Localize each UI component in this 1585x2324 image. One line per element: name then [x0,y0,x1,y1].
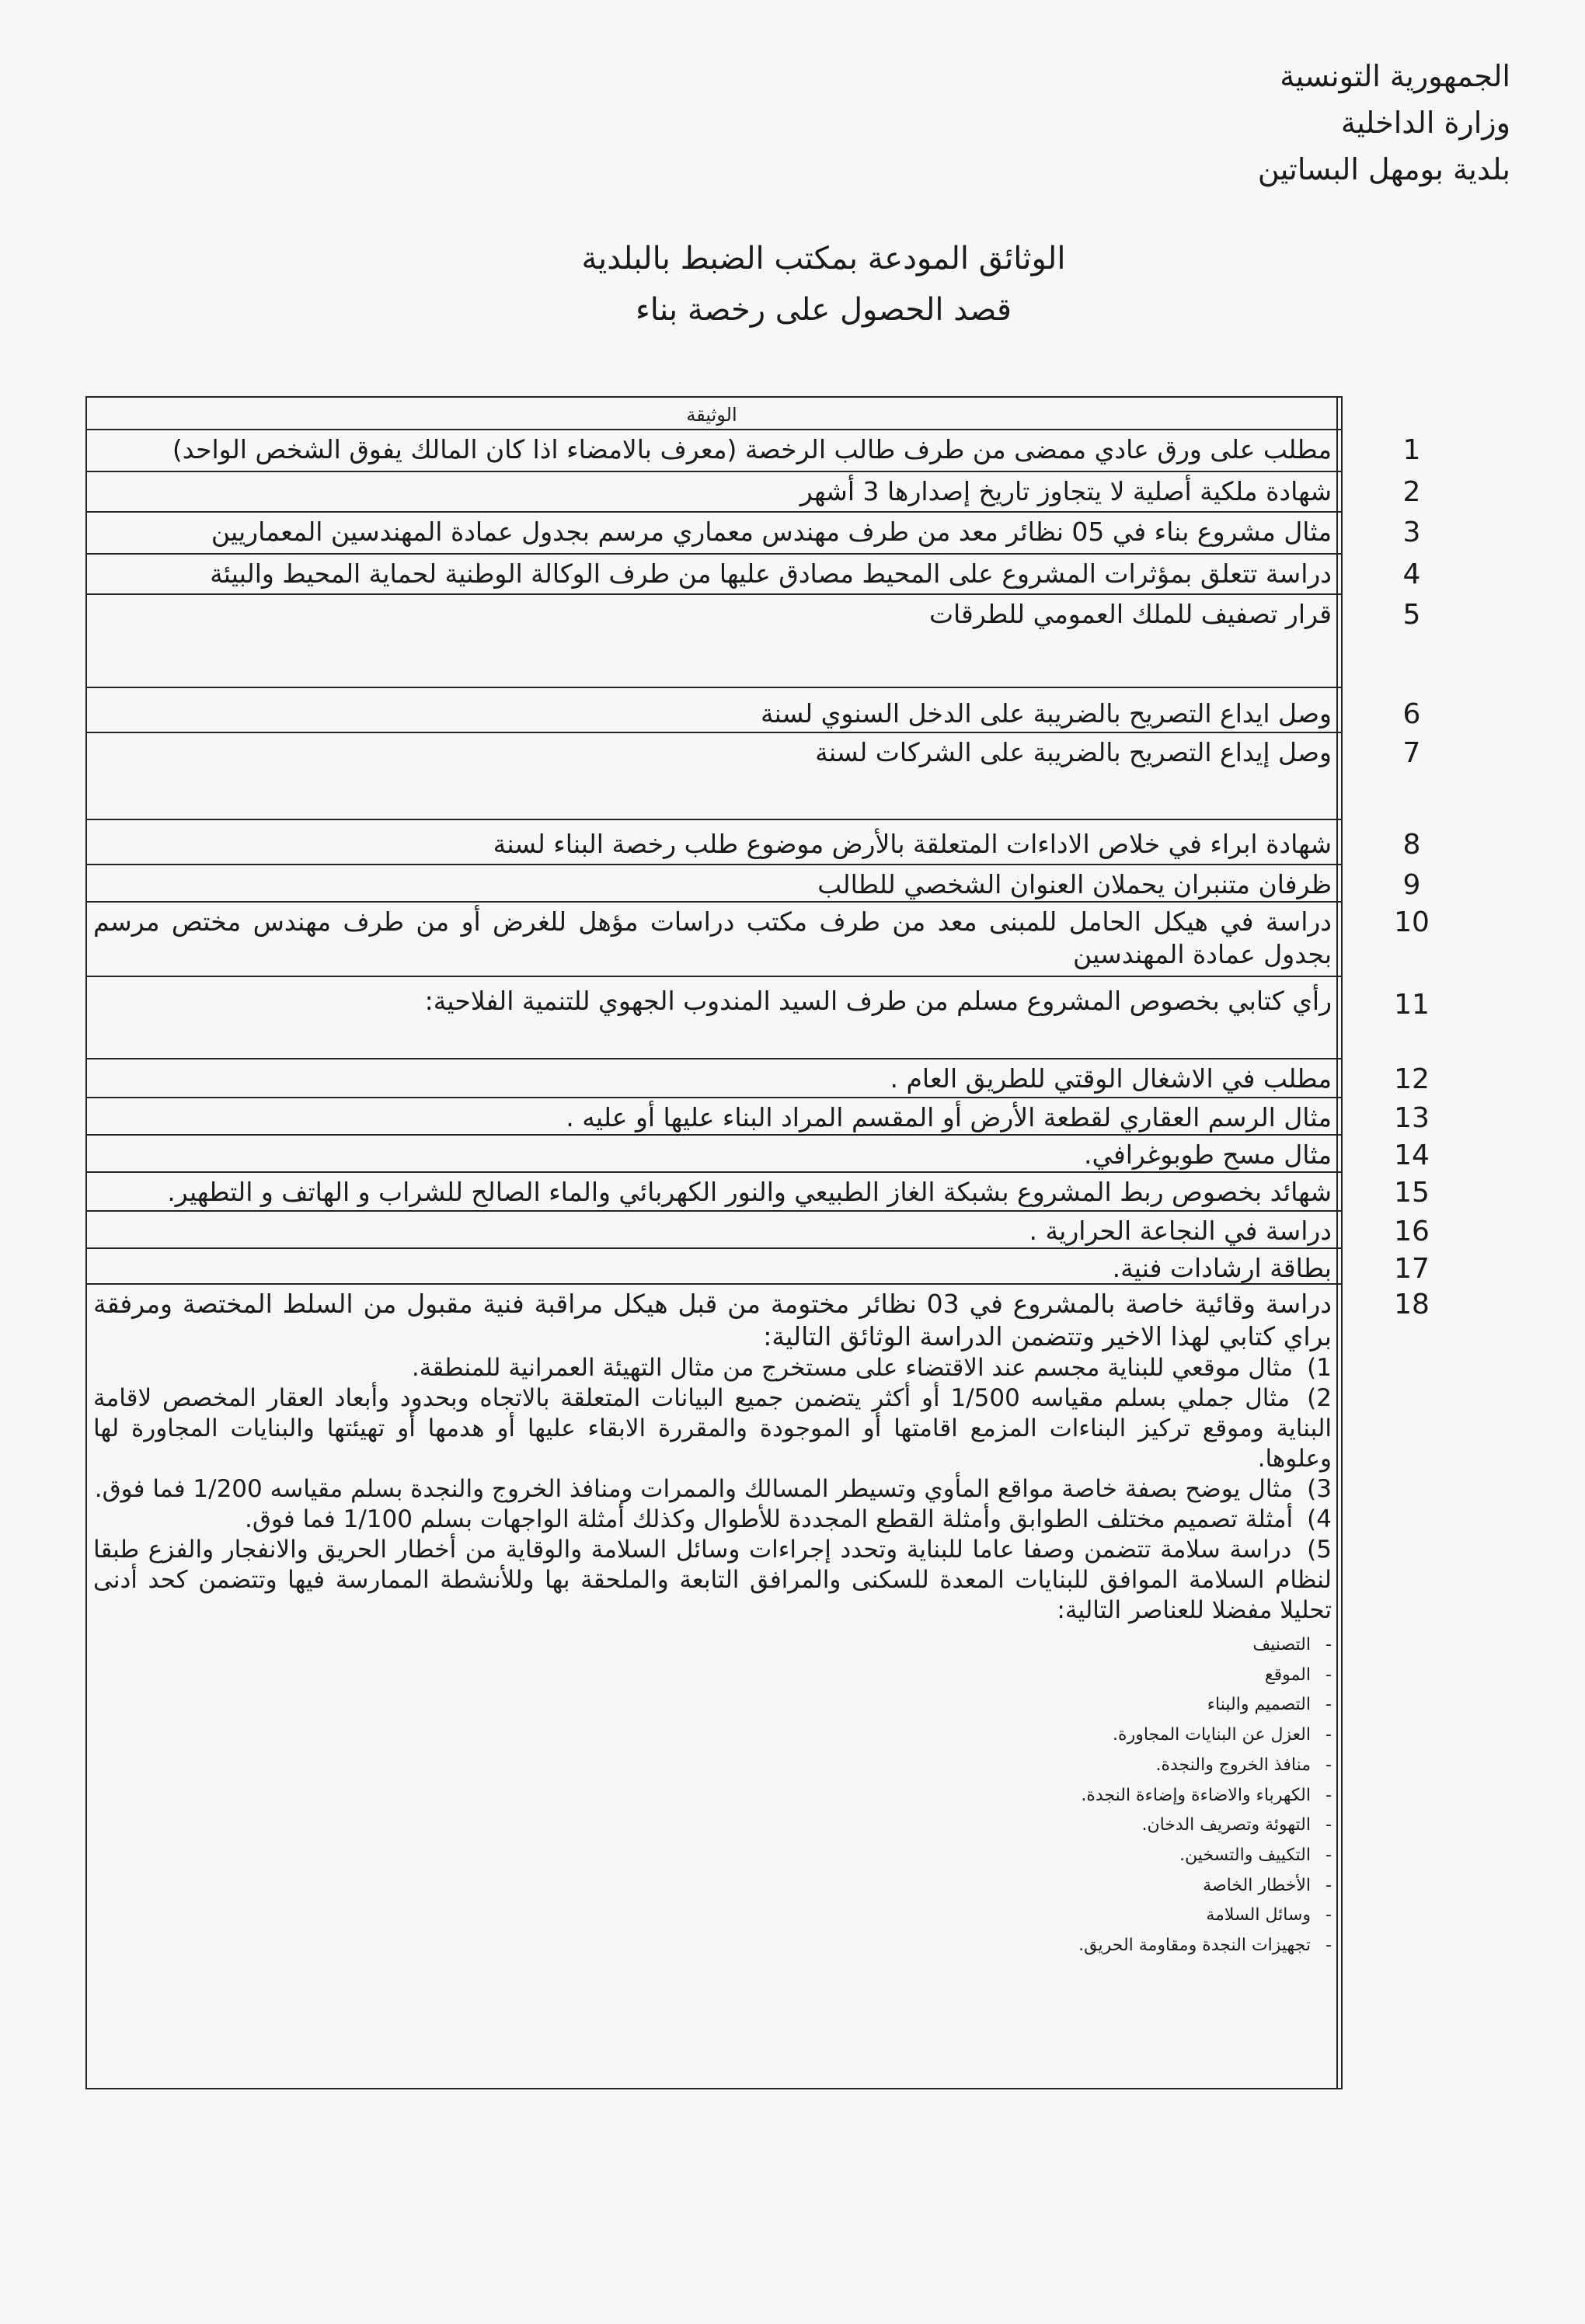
row-text: مطلب في الاشغال الوقتي للطريق العام . [890,1063,1332,1094]
list-item: - الموقع [93,1661,1332,1691]
table-row [87,555,1421,595]
row-number: 13 [1394,1102,1430,1134]
title-line-1: الوثائق المودعة بمكتب الضبط بالبلدية [581,241,1066,277]
letterhead-ministry: وزارة الداخلية [1340,106,1510,140]
table-row [87,1173,1430,1212]
table-row [87,472,1421,513]
study-item-5 [93,1535,1332,1626]
table-header-label: الوثيقة [686,404,737,426]
bullet-dash-icon: - [1325,1875,1332,1895]
study-item-3 [93,1474,1332,1505]
list-item: - تجهيزات النجدة ومقاومة الحريق. [93,1931,1332,1961]
row-text: وصل إيداع التصريح بالضريبة على الشركات لسنة [815,737,1332,767]
bullet-dash-icon: - [1325,1936,1332,1956]
document-title [0,233,1585,336]
table-row [87,865,1421,903]
row-text: قرار تصفيف للملك العمومي للطرقات [928,599,1332,629]
bullet-dash-icon: - [1325,1815,1332,1835]
row-text: دراسة في هيكل الحامل للمبنى معد من طرف مكتب دراسات مؤهل للغرض أو من طرف مهندس مختص مرسم بجدول عمادة المهندسين [93,906,1332,969]
list-item: - الأخطار الخاصة [93,1871,1332,1901]
study-item-text: أمثلة تصميم مختلف الطوابق وأمثلة القطع المجددة للأطوال وكذلك أمثلة الواجهات بسلم 1/100 فما فوق. [244,1505,1294,1533]
row-18-intro: دراسة وقائية خاصة بالمشروع في 03 نظائر مختومة من قبل هيكل مراقبة فنية مقبول من السلط المختصة ومرفقة براي كتابي لهذا الاخير وتتضمن الدراسة الوثائق التالية: [93,1289,1332,1352]
row-text: مثال مسح طوبوغرافي. [1083,1139,1332,1170]
study-item-2 [93,1383,1332,1474]
bullet-dash-icon: - [1325,1635,1332,1654]
table-row [87,1285,1430,2088]
table-row [87,733,1421,820]
study-item-marker: 3) [1307,1475,1332,1503]
row-text: رأي كتابي بخصوص المشروع مسلم من طرف السيد المندوب الجهوي للتنمية الفلاحية: [424,986,1332,1016]
list-item: - منافذ الخروج والنجدة. [93,1751,1332,1781]
letterhead [967,53,1510,193]
bullet-dash-icon: - [1325,1755,1332,1775]
study-item-marker: 4) [1307,1505,1332,1533]
row-text: مطلب على ورق عادي ممضى من طرف طالب الرخصة (معرف بالامضاء اذا كان المالك يفوق الشخص الواحد) [172,434,1332,464]
study-item-marker: 5) [1307,1536,1332,1564]
row-number: 15 [1394,1177,1430,1209]
table-row [87,1212,1430,1249]
list-item: - التهوئة وتصريف الدخان. [93,1811,1332,1841]
bullet-dash-icon: - [1325,1725,1332,1745]
study-item-text: مثال موقعي للبناية مجسم عند الاقتضاء على مستخرج من مثال التهيئة العمرانية للمنطقة. [411,1354,1294,1382]
title-line-2: قصد الحصول على رخصة بناء [635,292,1012,328]
list-item: - التكييف والتسخين. [93,1841,1332,1871]
row-text: وصل ايداع التصريح بالضريبة على الدخل السنوي لسنة [760,698,1332,729]
row-number: 3 [1402,517,1421,548]
documents-table [85,396,1430,2089]
letterhead-country: الجمهورية التونسية [1280,59,1510,93]
bullet-dash-icon: - [1325,1785,1332,1805]
study-item-marker: 1) [1307,1354,1332,1382]
row-text: مثال مشروع بناء في 05 نظائر معد من طرف مهندس معماري مرسم بجدول عمادة المهندسين المعماريين [211,517,1332,547]
row-text: شهادة ملكية أصلية لا يتجاوز تاريخ إصدارها 3 أشهر [799,476,1332,506]
study-item-text: دراسة سلامة تتضمن وصفا عاما للبناية وتحدد إجراءات وسائل السلامة والوقاية من أخطار الحريق والانفجار والفزع طبقا لنظام السلامة الموافق للبنايات المعدة للسكنى والمرافق التابعة والملحقة بها وللأنشطة الممارسة فيها وتتضمن كحد أدنى تحليلا مفضلا للعناصر التالية: [93,1536,1332,1624]
list-item: - العزل عن البنايات المجاورة. [93,1720,1332,1751]
table-row [87,1098,1430,1136]
study-item-marker: 2) [1307,1384,1332,1412]
study-item-4 [93,1505,1332,1535]
study-item-text: مثال يوضح بصفة خاصة مواقع المأوي وتسيطر المسالك والممرات ومنافذ الخروج والنجدة بسلم مقياسه 1/200 فما فوق. [94,1475,1294,1503]
table-row [87,903,1430,977]
row-text: ظرفان متنبران يحملان العنوان الشخصي للطالب [817,869,1332,899]
list-item: - الكهرباء والاضاءة وإضاءة النجدة. [93,1781,1332,1811]
study-item-1 [93,1353,1332,1383]
row-number: 11 [1394,989,1430,1021]
list-item: - التصميم والبناء [93,1690,1332,1720]
study-item-text: مثال جملي بسلم مقياسه 1/500 أو أكثر يتضمن جميع البيانات المتعلقة بالاتجاه وبحدود وأبعاد العقار المخصص لاقامة البناية وموقع تركيز البناءات المزمع اقامتها أو الموجودة والمقررة الابقاء عليها أو هدمها أو تهيئتها والبنايات المجاورة لها وعلوها. [93,1384,1332,1473]
row-number: 7 [1402,737,1421,769]
row-number: 1 [1402,434,1421,466]
table-row [87,1059,1430,1098]
row-text: مثال الرسم العقاري لقطعة الأرض أو المقسم المراد البناء عليها أو عليه . [566,1102,1332,1132]
bullet-dash-icon: - [1325,1665,1332,1685]
row-text: بطاقة ارشادات فنية. [1112,1253,1332,1283]
row-number: 12 [1394,1063,1430,1095]
row-text: شهائد بخصوص ربط المشروع بشبكة الغاز الطبيعي والنور الكهربائي والماء الصالح للشراب و الهاتف و التطهير. [167,1177,1332,1207]
list-item: - التصنيف [93,1630,1332,1661]
table-row [87,688,1421,733]
row-number: 14 [1394,1139,1430,1171]
letterhead-municipality: بلدية بومهل البساتين [1257,152,1510,186]
row-number: 10 [1394,906,1430,938]
table-row [87,595,1421,688]
bullet-dash-icon: - [1325,1905,1332,1926]
row-number: 9 [1402,869,1421,901]
row-number: 6 [1402,698,1421,730]
table-row [87,513,1421,555]
table-header-row [87,398,1341,430]
table-row [87,1136,1430,1173]
row-text: دراسة في النجاعة الحرارية . [1029,1216,1332,1246]
table-row [87,430,1421,472]
row-number: 8 [1402,829,1421,861]
row-number: 16 [1394,1216,1430,1247]
table-row [87,820,1421,865]
table-row [87,1249,1430,1285]
row-number: 2 [1402,476,1421,508]
row-number: 18 [1394,1289,1430,1320]
bullet-dash-icon: - [1325,1845,1332,1865]
table-row [87,977,1430,1059]
list-item: - وسائل السلامة [93,1901,1332,1931]
row-text [93,1288,1332,1961]
row-number: 4 [1402,558,1421,590]
row-text: دراسة تتعلق بمؤثرات المشروع على المحيط مصادق عليها من طرف الوكالة الوطنية لحماية المحيط والبيئة [210,558,1332,589]
bullet-dash-icon: - [1325,1695,1332,1715]
row-number: 17 [1394,1253,1430,1285]
row-text: شهادة ابراء في خلاص الاداءات المتعلقة بالأرض موضوع طلب رخصة البناء لسنة [493,829,1332,859]
row-number: 5 [1402,599,1421,631]
safety-elements-list [93,1630,1332,1961]
